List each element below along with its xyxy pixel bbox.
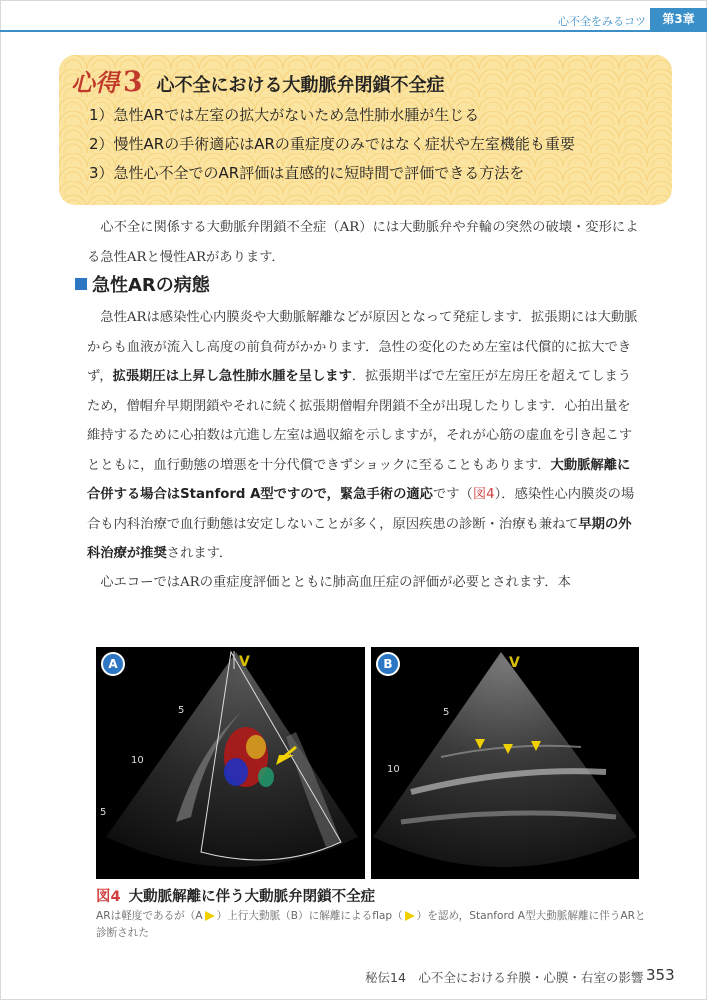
- kokoroe-item-1: 1）急性ARでは左室の拡大がないため急性肺水腫が生じる: [89, 106, 480, 124]
- figure-caption: [96, 885, 375, 906]
- panel-a-label: A: [101, 652, 125, 676]
- kokoroe-title: 心不全における大動脈弁閉鎖不全症: [156, 75, 445, 96]
- section-title: 急性ARの病態: [92, 275, 210, 296]
- kokoroe-number: 3: [123, 65, 143, 98]
- panel-b-apex-marker: V: [509, 655, 520, 671]
- header-label: 心不全をみるコツ: [558, 15, 646, 28]
- chapter-badge: 第3章: [650, 8, 707, 30]
- acute-ar-paragraph: 急性ARは感染性心内膜炎や大動脈解離などが原因となって発症します．拡張期には大動脈からも血液が流入し高度の前負荷がかかります．急性の変化のため左室は代償的に拡大できず，拡張期圧は上昇し急性肺水腫を呈します．拡張期半ばで左室圧が左房圧を超えてしまうため，僧帽弁早期閉鎖やそれに続く拡張期僧帽弁閉鎖不全が出現したりします．心拍出量を維持するために心拍数は亢進し左室は過収縮を示しますが，それが心筋の虚血を引き起こすとともに，血行動態の増悪を十分代償できずショックに至ることもあります．大動脈解離に合併する場合はStanford A型ですので，緊急手術の適応です（図4）．感染性心内膜炎の場合も内科治療で血行動態は安定しないことが多く，原因疾患の診断・治療も兼ねて早期の外科治療が推奨されます．: [87, 310, 638, 561]
- intro-paragraph: 心不全に関係する大動脈弁閉鎖不全症（AR）には大動脈弁や弁輪の突然の破壊・変形による急性ARと慢性ARがあります．: [87, 220, 639, 265]
- kokoroe-item-2: 2）慢性ARの手術適応はARの重症度のみではなく症状や左室機能も重要: [89, 135, 575, 153]
- figure-reference-link[interactable]: 図4: [472, 487, 495, 502]
- echo-image-a: [96, 647, 365, 879]
- highlight-surgery-indication: 大動脈解離に合併する場合はStanford A型ですので，緊急手術の適応: [87, 457, 631, 502]
- panel-a-depth-5b: 5: [100, 807, 107, 818]
- arrow-icon: [205, 911, 215, 921]
- highlight-pulmonary-edema: 拡張期圧は上昇し急性肺水腫を呈します: [112, 369, 352, 384]
- panel-b-label: B: [376, 652, 400, 676]
- kokoroe-heading: [71, 63, 445, 98]
- panel-a-depth-10: 10: [131, 755, 144, 766]
- echo-paragraph: 心エコーではARの重症度評価とともに肺高血圧症の評価が必要とされます．本: [100, 575, 571, 590]
- running-footer: 秘伝14 心不全における弁膜・心膜・右室の影響: [365, 970, 644, 985]
- kokoroe-mark: 心得: [71, 68, 119, 97]
- panel-a-depth-5: 5: [178, 705, 185, 716]
- highlight-early-surgery: 早期の外科治療が推奨: [87, 516, 632, 561]
- figure-number: 図4: [96, 889, 121, 905]
- panel-a-apex-marker: V: [239, 654, 250, 670]
- echo-sector-b: [371, 647, 639, 879]
- figure-title: 大動脈解離に伴う大動脈弁閉鎖不全症: [128, 889, 376, 905]
- figure-description: ARは軽度であるが（A ）上行大動脈（B）に解離によるflap（ ）を認め，Stanford A型大動脈解離に伴うARと診断された: [96, 910, 646, 939]
- echo-image-b: [371, 647, 639, 879]
- section-square-icon: [75, 278, 87, 290]
- header-rule: [0, 30, 707, 32]
- section-heading: [75, 271, 210, 297]
- panel-b-depth-10: 10: [387, 764, 400, 775]
- kokoroe-box: [59, 55, 672, 205]
- arrowhead-icon: [405, 911, 415, 921]
- panel-b-depth-5: 5: [443, 707, 450, 718]
- kokoroe-item-3: 3）急性心不全でのAR評価は直感的に短時間で評価できる方法を: [89, 164, 525, 182]
- page-number: 353: [646, 966, 675, 984]
